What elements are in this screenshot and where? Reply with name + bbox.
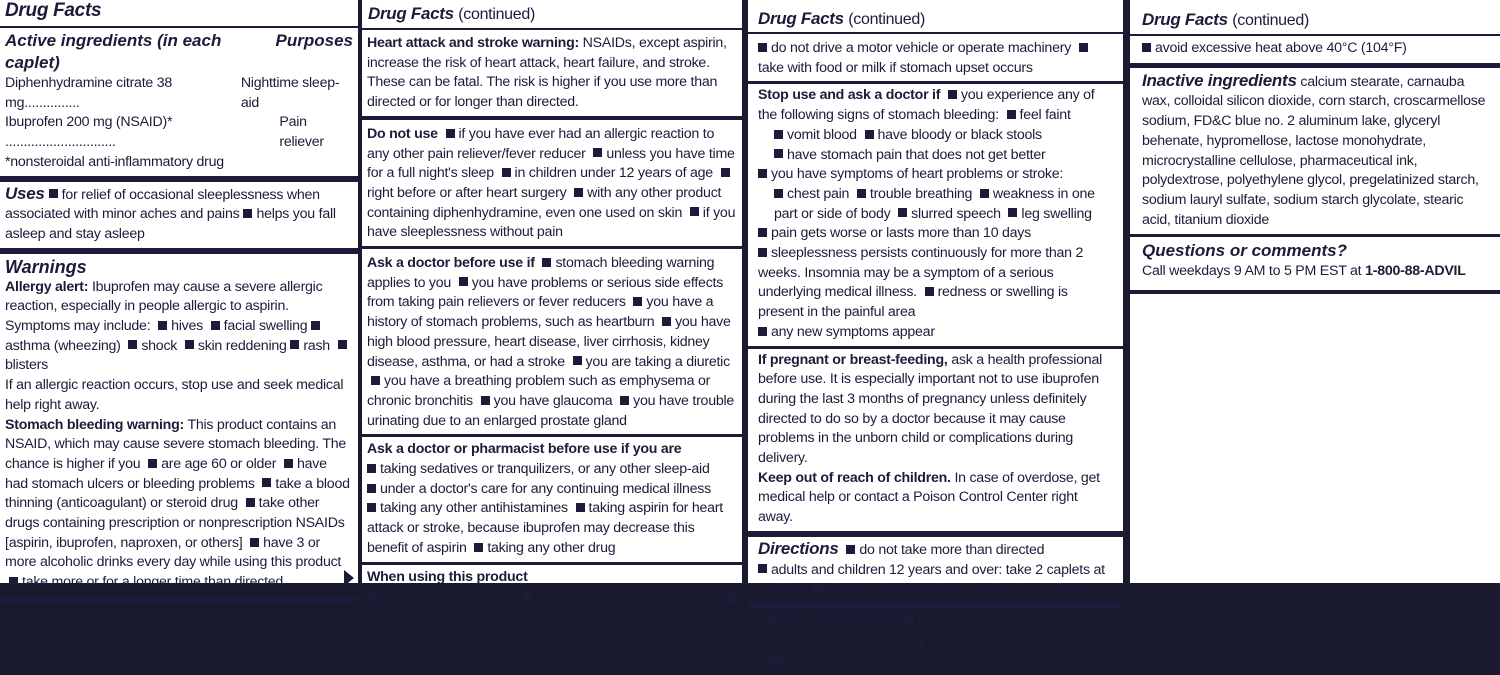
bullet-icon <box>758 248 767 257</box>
direction-item: do not take more than directed <box>859 541 1045 558</box>
bullet-icon <box>243 209 252 218</box>
symptom-item: leg swelling <box>1021 205 1092 222</box>
bullet-icon <box>758 564 767 573</box>
warning-item: with any other product containing diphenhydramine, even one used on skin <box>367 184 722 221</box>
bullet-icon <box>846 545 855 554</box>
other-information-section <box>748 609 1123 675</box>
bullet-icon <box>338 340 347 349</box>
warning-item: do not drive a motor vehicle or operate machinery <box>771 40 1072 56</box>
continue-arrow-down-icon <box>766 658 786 666</box>
warning-item: have 3 or more alcoholic drinks every day while using this product <box>5 534 342 571</box>
bullet-icon <box>620 396 629 405</box>
warning-item: you have symptoms of heart problems or stroke: <box>771 166 1064 183</box>
stop-use-label: Stop use and ask a doctor if <box>758 87 941 104</box>
warning-item: taking any other antihistamines <box>380 500 568 517</box>
ingredient-purpose: Pain reliever <box>279 114 324 151</box>
when-using-label: When using this product <box>367 568 528 585</box>
bullet-icon <box>158 321 167 330</box>
bullet-icon <box>865 130 874 139</box>
bullet-icon <box>758 228 767 237</box>
inactive-ingredients-section <box>1130 68 1500 238</box>
stop-use-section <box>748 84 1123 348</box>
heart-warning-label: Heart attack and stroke warning: <box>367 35 579 51</box>
continue-arrow-icon <box>344 570 354 586</box>
panel-title: Drug Facts <box>5 0 102 21</box>
warning-item: you have a history of stomach problems, such as heartburn <box>367 294 714 331</box>
warning-item: drowsiness will occur <box>380 588 508 605</box>
warning-item: any new symptoms appear <box>771 323 935 340</box>
ingredient-row <box>5 113 353 152</box>
direction-item: adults and children 12 years and over: take 2 caplets at bedtime <box>758 561 1105 598</box>
warning-item: have had stomach ulcers or bleeding problems <box>5 455 327 492</box>
warning-item: in children under 12 years of age <box>514 165 713 182</box>
symptom-item: skin reddening <box>197 337 287 354</box>
bullet-icon <box>542 258 551 267</box>
bullet-icon <box>925 287 934 296</box>
uses-section <box>0 178 358 250</box>
warning-item: if you have sleeplessness without pain <box>367 204 736 241</box>
ask-pharmacist-section <box>362 437 742 564</box>
bullet-icon <box>474 543 483 552</box>
questions-section <box>1130 237 1500 294</box>
bullet-icon <box>758 327 767 336</box>
bullet-icon <box>371 376 380 385</box>
bullet-icon <box>593 148 602 157</box>
warning-item: pain gets worse or lasts more than 10 days <box>771 225 1031 242</box>
pregnancy-section <box>748 349 1123 537</box>
stomach-warning-text: This product contains an NSAID, which may cause severe stomach bleeding. The chance is higher if you <box>5 416 347 472</box>
drug-facts-panel-2 <box>362 0 742 605</box>
warning-item: avoid alcoholic drinks <box>534 588 665 605</box>
continued-label: (continued) <box>848 11 925 28</box>
keep-out-text: In case of overdose, get medical help or contact a Poison Control Center right away. <box>758 469 1100 526</box>
drug-facts-panel-3 <box>748 0 1123 650</box>
do-not-use-label: Do not use <box>367 125 438 142</box>
warning-item: are age 60 or older <box>161 455 277 472</box>
symptom-item: facial swelling <box>223 318 308 335</box>
ask-doctor-label: Ask a doctor before use if <box>367 255 535 272</box>
direction-item: do not take more than 2 caplets in 24 hours <box>827 581 1090 598</box>
bullet-icon <box>311 321 320 330</box>
warning-item: you have trouble urinating due to an enlarged prostate gland <box>367 392 735 429</box>
other-information-continued-section <box>1130 36 1500 68</box>
stomach-warning-label: Stomach bleeding warning: <box>5 416 184 433</box>
info-item: store at 20-25°C (68-77°F) <box>928 633 1090 650</box>
continue-arrow-icon <box>728 591 738 607</box>
symptom-item: rash <box>303 337 330 354</box>
ingredient-row <box>5 74 353 113</box>
pregnancy-text: ask a health professional before use. It is especially important not to use ibuprofen during the last 3 months of pregnancy unless definitely directed to do so by a doctor because it may cause problems in the unborn child or complications during delivery. <box>758 351 1102 467</box>
symptom-item: vomit blood <box>787 126 857 143</box>
bullet-icon <box>1142 43 1151 52</box>
warning-item: taking aspirin for heart attack or stroke, because ibuprofen may decrease this benefit of aspirin <box>367 500 723 556</box>
symptoms-label: Symptoms may include: <box>5 318 151 335</box>
ingredient-name: Ibuprofen 200 mg (NSAID)* <box>5 114 173 131</box>
leader-dots: .............................. <box>5 134 116 151</box>
active-ingredients-title: Active ingredients (in each caplet) <box>5 31 222 72</box>
uses-text: helps you fall asleep and stay asleep <box>5 206 336 242</box>
bullet-icon <box>576 503 585 512</box>
bullet-icon <box>9 577 18 586</box>
ask-doctor-section <box>362 249 742 437</box>
warning-item: unless you have time for a full night's sleep <box>367 145 735 182</box>
warning-item: you experience any of the following signs of stomach bleeding: <box>758 87 1095 124</box>
bullet-icon <box>128 340 137 349</box>
bullet-icon <box>284 459 293 468</box>
warnings-section <box>0 250 358 602</box>
pregnancy-label: If pregnant or breast-feeding, <box>758 351 948 368</box>
bullet-icon <box>662 317 671 326</box>
questions-text: Call weekdays 9 AM to 5 PM EST at <box>1142 263 1362 280</box>
bullet-icon <box>481 396 490 405</box>
heart-warning-text: NSAIDs, except aspirin, increase the risk of heart attack, heart failure, and stroke. These can be fatal. The risk is higher if you use more than directed or for longer than directed. <box>367 35 727 111</box>
ask-pharmacist-label: Ask a doctor or pharmacist before use if you are <box>367 441 682 458</box>
bullet-icon <box>250 538 259 547</box>
bullet-icon <box>1008 208 1017 217</box>
symptom-item: have stomach pain that does not get better <box>787 146 1046 163</box>
bullet-icon <box>814 584 823 593</box>
warning-item: redness or swelling is present in the painful area <box>758 284 1068 321</box>
symptom-item: blisters <box>5 357 48 374</box>
bullet-icon <box>758 169 767 178</box>
warning-item: take a blood thinning (anticoagulant) or steroid drug <box>5 475 350 512</box>
bullet-icon <box>290 340 299 349</box>
uses-text: for relief of occasional sleeplessness when associated with minor aches and pains <box>5 186 320 223</box>
allergy-after-text: If an allergic reaction occurs, stop use and seek medical help right away. <box>5 377 344 413</box>
keep-out-label: Keep out of reach of children. <box>758 469 951 486</box>
footnote: *nonsteroidal anti-inflammatory drug <box>5 153 224 170</box>
allergy-alert-text: Ibuprofen may cause a severe allergic reaction, especially in people allergic to aspirin. <box>5 278 323 315</box>
warnings-title: Warnings <box>5 256 87 277</box>
warning-item: taking any other drug <box>487 539 616 556</box>
phone-number: 1-800-88-ADVIL <box>1365 263 1466 280</box>
bullet-icon <box>574 188 583 197</box>
bullet-icon <box>211 321 220 330</box>
bullet-icon <box>948 90 957 99</box>
symptom-item: feel faint <box>1019 107 1071 124</box>
info-item: read all warnings and directions before use. Keep carton. <box>758 613 1110 650</box>
warning-item: taking sedatives or tranquilizers, or any other sleep-aid <box>380 461 710 478</box>
warning-item: you have high blood pressure, heart disease, liver cirrhosis, kidney disease, asthma, or had a stroke <box>367 314 731 370</box>
info-item: avoid excessive heat above 40°C (104°F) <box>1155 40 1407 56</box>
leader-dots: ............... <box>24 94 80 111</box>
warning-item: you are taking a diuretic <box>585 353 730 370</box>
symptom-item: have bloody or black stools <box>877 126 1042 143</box>
bullet-icon <box>774 189 783 198</box>
ingredient-name: Diphenhydramine citrate 38 mg <box>5 75 172 111</box>
directions-section <box>748 537 1123 609</box>
bullet-icon <box>367 464 376 473</box>
warning-item: take more or for a longer time than directed <box>22 574 284 591</box>
warning-item: take with food or milk if stomach upset occurs <box>758 59 1033 76</box>
uses-title: Uses <box>5 183 45 203</box>
symptom-item: shock <box>141 337 178 354</box>
drug-facts-panel-1 <box>0 0 358 591</box>
symptom-item: trouble breathing <box>869 185 973 202</box>
when-using-section <box>362 565 742 631</box>
drug-facts-panel-4 <box>1130 0 1500 583</box>
bullet-icon <box>1007 110 1016 119</box>
purposes-title: Purposes <box>275 31 353 50</box>
panel-title: Drug Facts <box>758 9 844 28</box>
directions-title: Directions <box>758 538 839 558</box>
bullet-icon <box>367 484 376 493</box>
symptom-item: weakness in one part or side of body <box>774 185 1095 222</box>
warning-item: if you have ever had an allergic reaction to any other pain reliever/fever reducer <box>367 125 715 162</box>
bullet-icon <box>915 636 924 645</box>
heart-warning-section <box>362 30 742 120</box>
warning-item: take other drugs containing prescription or nonprescription NSAIDs [aspirin, ibuprofen, naproxen, or others] <box>5 495 345 551</box>
questions-title: Questions or comments? <box>1142 241 1347 261</box>
inactive-ingredients-text: calcium stearate, carnauba wax, colloidal silicon dioxide, corn starch, croscarmellose sodium, FD&C blue no. 2 aluminum lake, glyceryl behenate, hypromellose, lactose monohydrate, microcrystalline cellulose, pharmaceutical ink, polydextrose, polyethylene glycol, pregelatinized starch, sodium lauryl sulfate, sodium starch glycolate, stearic acid, titanium dioxide <box>1142 73 1486 228</box>
panel-title: Drug Facts <box>368 4 454 23</box>
inactive-ingredients-title: Inactive ingredients <box>1142 70 1297 90</box>
warning-item: stomach bleeding warning applies to you <box>367 255 715 291</box>
bullet-icon <box>367 591 376 600</box>
bullet-icon <box>502 168 511 177</box>
bullet-icon <box>758 43 767 52</box>
symptom-item: asthma (wheezing) <box>5 337 121 354</box>
ingredient-purpose: Nighttime sleep-aid <box>240 75 340 111</box>
bullet-icon <box>446 129 455 138</box>
do-not-use-section <box>362 120 742 249</box>
active-ingredients-section <box>0 28 358 178</box>
bullet-icon <box>522 591 531 600</box>
warning-item: you have glaucoma <box>493 392 613 409</box>
bullet-icon <box>774 130 783 139</box>
bullet-icon <box>367 503 376 512</box>
symptom-item: slurred speech <box>911 205 1001 222</box>
bullet-icon <box>980 189 989 198</box>
warning-item: right before or after heart surgery <box>367 184 567 201</box>
bullet-icon <box>1079 43 1088 52</box>
bullet-icon <box>262 478 271 487</box>
warning-item: you have problems or serious side effects from taking pain relievers or fever reducers <box>367 274 724 311</box>
symptom-item: chest pain <box>787 185 850 202</box>
symptom-item: hives <box>171 318 203 335</box>
allergy-alert-label: Allergy alert: <box>5 278 89 295</box>
bullet-icon <box>148 459 157 468</box>
continued-label: (continued) <box>458 6 535 23</box>
when-using-continued-section <box>748 34 1123 84</box>
bullet-icon <box>185 340 194 349</box>
bullet-icon <box>898 208 907 217</box>
bullet-icon <box>721 168 730 177</box>
panel-title: Drug Facts <box>1142 10 1228 29</box>
continued-label: (continued) <box>1232 12 1309 29</box>
bullet-icon <box>459 277 468 286</box>
bullet-icon <box>49 189 58 198</box>
other-information-title: Other information <box>758 610 898 630</box>
bullet-icon <box>573 356 582 365</box>
bullet-icon <box>857 189 866 198</box>
bullet-icon <box>690 207 699 216</box>
warning-item: under a doctor's care for any continuing medical illness <box>380 480 711 497</box>
bullet-icon <box>774 149 783 158</box>
warning-item: you have a breathing problem such as emphysema or chronic bronchitis <box>367 373 711 409</box>
bullet-icon <box>633 297 642 306</box>
warning-item: sleeplessness persists continuously for more than 2 weeks. Insomnia may be a symptom of a serious underlying medical illness. <box>758 245 1084 301</box>
bullet-icon <box>905 617 914 626</box>
bullet-icon <box>246 498 255 507</box>
